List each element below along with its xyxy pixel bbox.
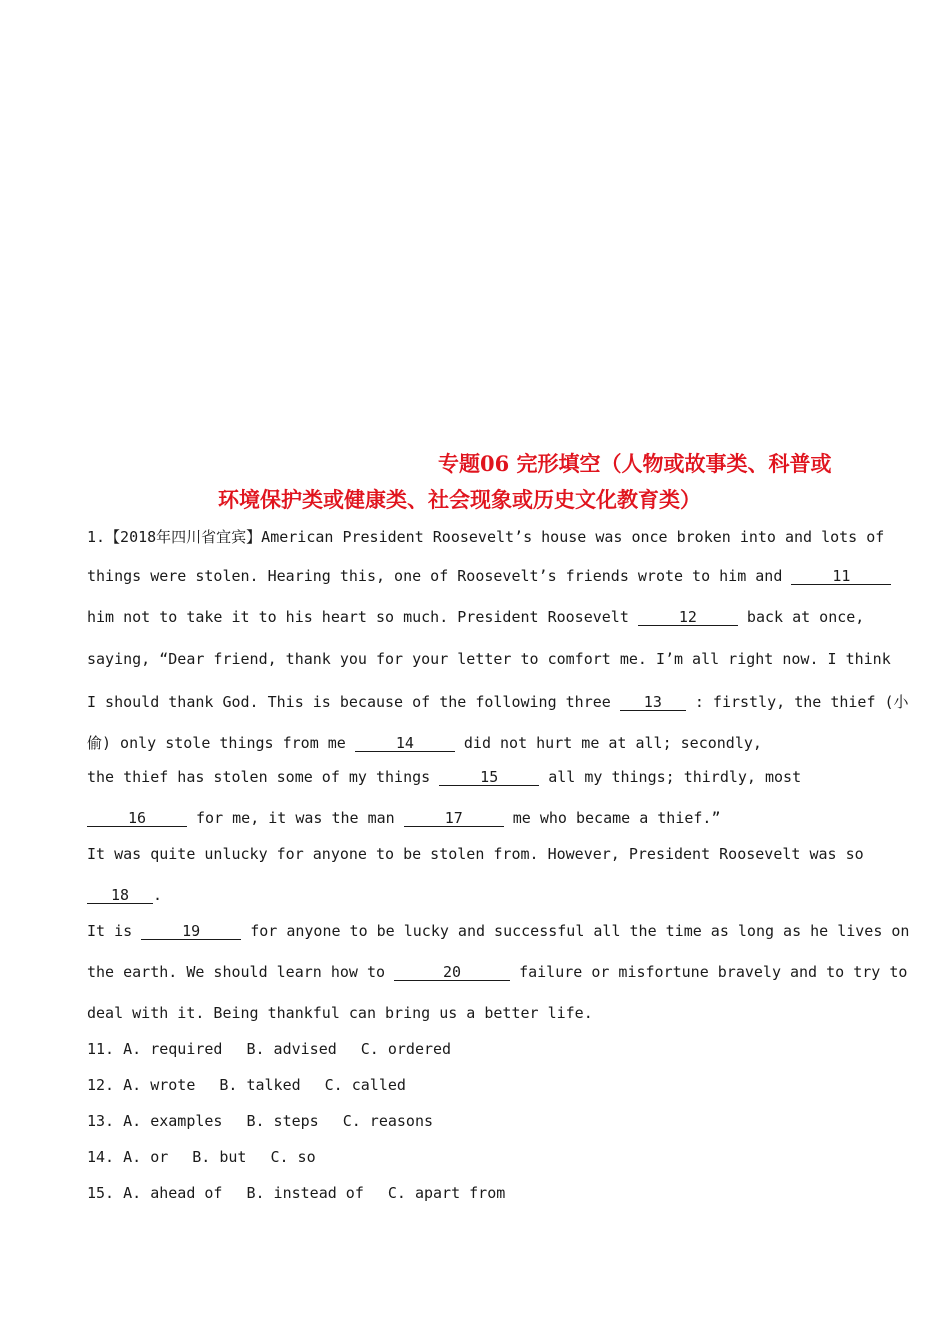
blank-20[interactable]: 20 [394, 965, 510, 981]
option-c[interactable]: C. apart from [387, 1184, 506, 1202]
passage-text: : firstly, the thief (小 [685, 693, 909, 711]
question-13 [87, 1112, 433, 1130]
passage-line [87, 608, 864, 626]
option-b[interactable]: B. instead of [246, 1184, 364, 1202]
passage-text: back at once, [737, 608, 865, 626]
option-b[interactable]: B. advised [246, 1040, 337, 1058]
passage-text: failure or misfortune bravely and to try to [510, 963, 908, 981]
question-number: 15. [87, 1184, 115, 1202]
passage-text: him not to take it to his heart so much. President Roosevelt [87, 608, 638, 626]
passage-text: It is [87, 922, 142, 940]
passage-line [87, 809, 721, 827]
passage-text: did not hurt me at all; secondly, [454, 734, 762, 752]
question-15 [87, 1184, 505, 1202]
passage-text: I should thank God. This is because of the following three [87, 693, 620, 711]
passage-text: deal with it. Being thankful can bring us a better life. [87, 1004, 593, 1022]
passage-text: the thief has stolen some of my things [87, 768, 440, 786]
option-a[interactable]: A. examples [123, 1112, 223, 1130]
option-a[interactable]: A. wrote [123, 1076, 196, 1094]
question-number: 14. [87, 1148, 115, 1166]
passage-text: . [153, 886, 163, 904]
option-c[interactable]: C. reasons [342, 1112, 434, 1130]
question-number: 12. [87, 1076, 115, 1094]
blank-19[interactable]: 19 [141, 924, 241, 940]
blank-12[interactable]: 12 [638, 610, 738, 626]
blank-15[interactable]: 15 [439, 770, 539, 786]
option-a[interactable]: A. ahead of [123, 1184, 223, 1202]
blank-13[interactable]: 13 [620, 695, 686, 711]
passage-line [87, 768, 801, 786]
passage-line [87, 567, 891, 585]
passage-text: the earth. We should learn how to [87, 963, 395, 981]
passage-line [87, 650, 891, 668]
passage-line [87, 1004, 593, 1022]
option-a[interactable]: A. or [123, 1148, 169, 1166]
passage-text: for anyone to be lucky and successful all the time as long as he lives on [241, 922, 910, 940]
passage-line [87, 691, 909, 712]
option-b[interactable]: B. but [192, 1148, 247, 1166]
passage-line [87, 886, 162, 904]
blank-11[interactable]: 11 [791, 569, 891, 585]
blank-14[interactable]: 14 [355, 736, 455, 752]
passage-line [87, 732, 762, 753]
question-14 [87, 1148, 316, 1166]
passage-line [87, 526, 884, 547]
page-title-line-1: 专题06 完形填空（人物或故事类、科普或 [438, 451, 832, 476]
passage-text: saying, “Dear friend, thank you for your letter to comfort me. I’m all right now. I think [87, 650, 891, 668]
option-b[interactable]: B. talked [219, 1076, 301, 1094]
blank-17[interactable]: 17 [404, 811, 504, 827]
blank-18[interactable]: 18 [87, 888, 153, 904]
question-12 [87, 1076, 406, 1094]
passage-text: all my things; thirdly, most [539, 768, 802, 786]
option-c[interactable]: C. ordered [360, 1040, 452, 1058]
option-b[interactable]: B. steps [246, 1112, 319, 1130]
passage-line [87, 845, 864, 863]
passage-text: things were stolen. Hearing this, one of Roosevelt’s friends wrote to him and [87, 567, 792, 585]
page-title-line-2: 环境保护类或健康类、社会现象或历史文化教育类） [218, 487, 701, 512]
question-11 [87, 1040, 451, 1058]
blank-16[interactable]: 16 [87, 811, 187, 827]
passage-text: for me, it was the man [187, 809, 404, 827]
question-number: 13. [87, 1112, 115, 1130]
passage-line [87, 963, 907, 981]
passage-text: 1.【2018年四川省宜宾】American President Roosevelt’s house was once broken into and lots of [87, 528, 885, 546]
option-c[interactable]: C. so [270, 1148, 316, 1166]
passage-line [87, 922, 909, 940]
passage-text: 偷) only stole things from me [87, 734, 355, 752]
passage-text: It was quite unlucky for anyone to be stolen from. However, President Roosevelt was so [87, 845, 864, 863]
question-number: 11. [87, 1040, 115, 1058]
option-a[interactable]: A. required [123, 1040, 223, 1058]
passage-text: me who became a thief.” [503, 809, 721, 827]
option-c[interactable]: C. called [324, 1076, 406, 1094]
